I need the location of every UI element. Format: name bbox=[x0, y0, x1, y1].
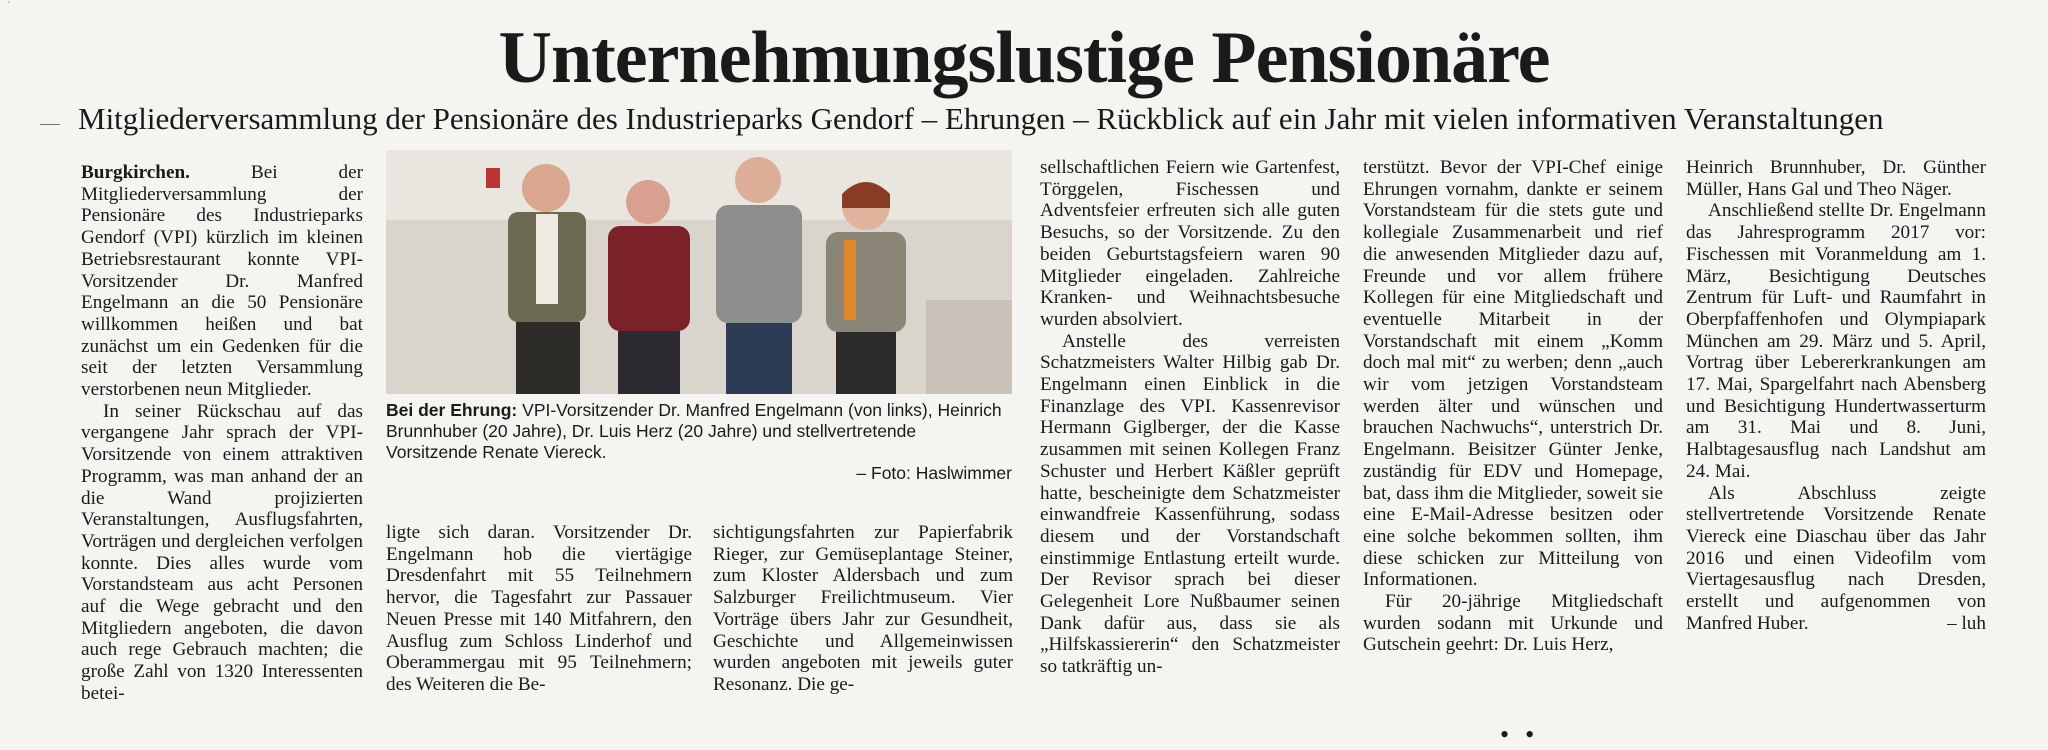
column-5 bbox=[1363, 157, 1663, 656]
column-1 bbox=[81, 162, 363, 705]
column-2 bbox=[386, 522, 692, 696]
subheadline bbox=[40, 100, 2010, 142]
paragraph: sellschaftlichen Feiern wie Gartenfest, Törggelen, Fischessen und Adventsfeier erfreuten sich alle guten Besuchs, so der Vorsitzende. Zu den beiden Geburtstagsfeiern waren 90 Mitglieder eingeladen. Zahlreiche Kranken- und Weihnachtsbesuche wurden absolviert. bbox=[1040, 157, 1340, 330]
paragraph: terstützt. Bevor der VPI-Chef einige Ehrungen vornahm, dankte er seinem Vorstandsteam für die stets gute und kollegiale Zusammenarbeit und rief die anwesenden Mitglieder dazu auf, Freunde und vor allem frühere Kollegen für eine Mitgliedschaft und eventuelle Mitarbeit in der Vorstandschaft mit einem „Komm doch mal mit“ zu werben; denn „auch wir vom jetzigen Vorstandsteam werden älter und wünschen und brauchen Nachwuchs“, unterstrich Dr. Engelmann. Beisitzer Günter Jenke, zuständig für EDV und Homepage, bat, dass ihm die Mitglieder, soweit sie eine E-Mail-Adresse besitzen oder eine solche bekommen sollten, ihm diese schicken zur Mitteilung von Informationen. bbox=[1363, 157, 1663, 591]
photo-illustration bbox=[386, 150, 1012, 394]
paragraph: Anschließend stellte Dr. Engelmann das Jahresprogramm 2017 vor: Fischessen mit Voranmeldung am 1. März, Besichtigung Deutsches Zentrum für Luft- und Raumfahrt in Oberpfaffenhofen und Olympiapark München am 29. März und 5. April, Vortrag über Lebererkrankungen am 17. Mai, Spargelfahrt nach Abensberg und Besichtigung Hundertwasserturm am 31. Mai und 8. Juni, Halbtagesausflug nach Landshut am 24. Mai. bbox=[1686, 200, 1986, 482]
paragraph: Heinrich Brunnhuber, Dr. Günther Müller, Hans Gal und Theo Näger. bbox=[1686, 157, 1986, 200]
column-3 bbox=[713, 522, 1013, 696]
paragraph: Burgkirchen. Bei der Mitgliederversammlung der Pensionäre des Industrieparks Gendorf (VPI) kürzlich im kleinen Betriebsrestaurant konnte VPI-Vorsitzender Dr. Manfred Engelmann an die 50 Pensionäre willkommen heißen und bat zunächst um ein Gedenken für die seit der letzten Versammlung verstorbenen neun Mitglieder. bbox=[81, 162, 363, 401]
paragraph: ligte sich daran. Vorsitzender Dr. Engelmann hob die viertägige Dresdenfahrt mit 55 Teilnehmern hervor, die Tagesfahrt zur Passauer Neuen Presse mit 140 Mitfahrern, den Ausflug zum Schloss Linderhof und Oberammergau mit 95 Teilnehmern; des Weiteren die Be- bbox=[386, 522, 692, 695]
scan-mark: ' bbox=[8, 0, 10, 11]
author-sign: – luh bbox=[1947, 612, 1986, 634]
bottom-dots: •• bbox=[1500, 720, 1551, 749]
caption-label: Bei der Ehrung: bbox=[386, 400, 518, 420]
caption-text: VPI-Vorsitzender Dr. Manfred Engelmann (von links), Heinrich Brunnhuber (20 Jahre), Dr. Luis Herz (20 Jahre) und stellvertretende Vorsitzende Renate Viereck. bbox=[386, 400, 1002, 462]
subheadline-text: Mitgliederversammlung der Pensionäre des Industrieparks Gendorf – Ehrungen – Rückblick auf ein Jahr mit vielen informativen Veranstaltungen bbox=[78, 101, 1884, 136]
dateline: Burgkirchen. bbox=[81, 162, 190, 183]
column-4 bbox=[1040, 157, 1340, 678]
paragraph: Für 20-jährige Mitgliedschaft wurden sodann mit Urkunde und Gutschein geehrt: Dr. Luis Herz, bbox=[1363, 591, 1663, 656]
headline: Unternehmungslustige Pensionäre bbox=[498, 17, 1550, 99]
paragraph: In seiner Rückschau auf das vergangene Jahr sprach der VPI-Vorsitzende von einem attraktiven Programm, was man anhand der an die Wand projizierten Veranstaltungen, Ausflugsfahrten, Vorträgen und dergleichen verfolgen konnte. Dies alles wurde vom Vorstandsteam aus acht Personen auf die Wege gebracht und den Mitgliedern angeboten, die davon auch rege Gebrauch machten; die große Zahl von 1320 Interessenten betei- bbox=[81, 400, 363, 704]
article-photo bbox=[386, 150, 1012, 394]
paragraph: sichtigungsfahrten zur Papierfabrik Rieger, zur Gemüseplantage Steiner, zum Kloster Aldersbach und zum Salzburger Freilichtmuseum. Vier Vorträge übers Jahr zur Gesundheit, Geschichte und Allgemeinwissen wurden angeboten mit jeweils guter Resonanz. Die ge- bbox=[713, 522, 1013, 695]
photo-caption bbox=[386, 400, 1012, 484]
paragraph: Als Abschluss zeigte stellvertretende Vorsitzende Renate Viereck eine Diaschau über das Jahr 2016 und einen Videofilm vom Viertagesausflug nach Dresden, erstellt und aufgenommen von Manfred Huber. – luh bbox=[1686, 482, 1986, 634]
subheadline-dash: — bbox=[40, 112, 60, 134]
photo-credit: – Foto: Haslwimmer bbox=[856, 463, 1012, 483]
paragraph: Anstelle des verreisten Schatzmeisters Walter Hilbig gab Dr. Engelmann einen Einblick in die Finanzlage des VPI. Kassenrevisor Hermann Giglberger, der die Kasse zusammen mit seinen Kollegen Franz Schuster und Herbert Käßler geprüft hatte, bescheinigte dem Schatzmeister einwandfreie Kassenführung, sodass diesem und der Vorstandschaft einstimmige Entlastung erteilt wurde. Der Revisor sprach bei dieser Gelegenheit Lore Nußbaumer seinen Dank dafür aus, dass sie als „Hilfskassiererin“ den Schatzmeister so tatkräftig un- bbox=[1040, 330, 1340, 678]
column-6 bbox=[1686, 157, 1986, 634]
